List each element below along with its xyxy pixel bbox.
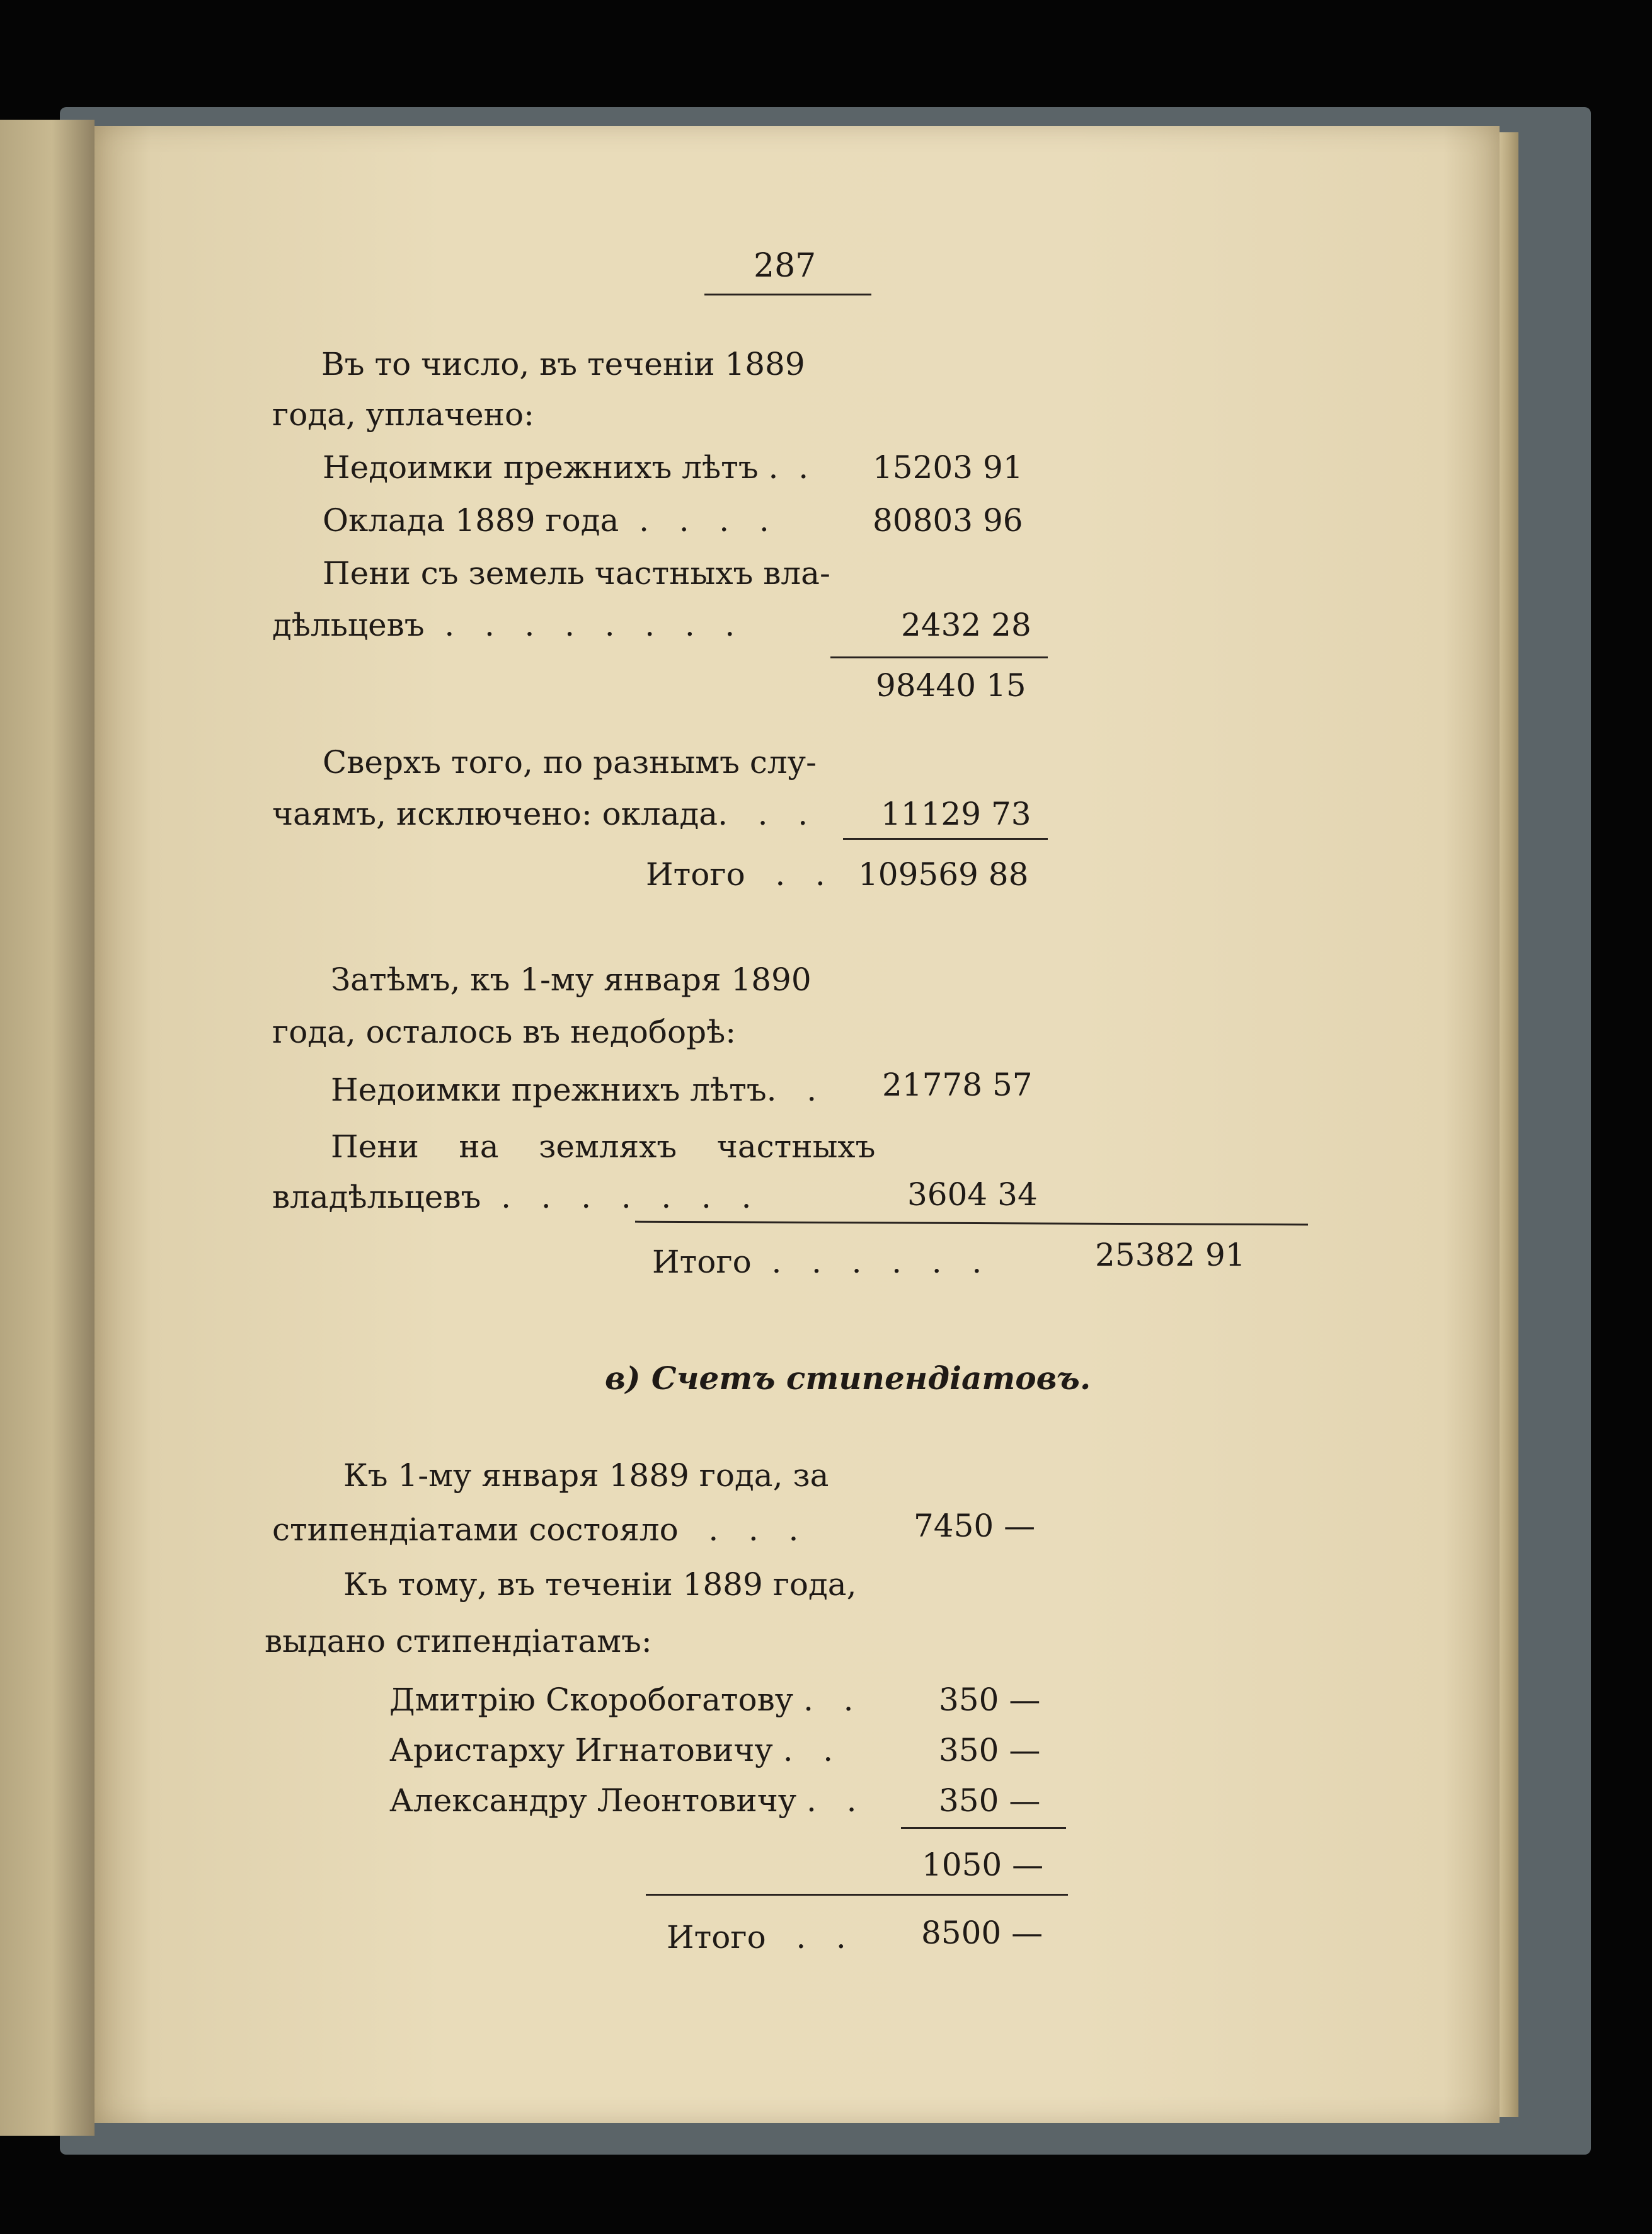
section-b-total-label: Итого . . xyxy=(646,856,825,893)
section-d-line2: стипендіатами состояло . . . xyxy=(272,1511,799,1548)
section-a-rule xyxy=(830,656,1048,658)
section-a-row-value: 15203 91 xyxy=(873,449,1023,486)
section-d-line3: Къ тому, въ теченіи 1889 года, xyxy=(343,1566,857,1603)
section-d-line1: Къ 1-му января 1889 года, за xyxy=(343,1457,829,1494)
stipendiat-name: Александру Леонтовичу . . xyxy=(389,1782,857,1819)
section-a-row-label: Оклада 1889 года . . . . xyxy=(323,502,769,539)
section-d-line4: выдано стипендіатамъ: xyxy=(265,1623,652,1659)
section-c-row2-value: 3604 34 xyxy=(907,1176,1038,1213)
section-c-line1: Затѣмъ, къ 1-му января 1890 xyxy=(331,961,812,998)
page-number-rule xyxy=(704,294,871,295)
stipendiat-value: 350 — xyxy=(939,1732,1041,1768)
section-d-value: 7450 — xyxy=(914,1508,1036,1544)
section-a-intro-line2: года, уплачено: xyxy=(272,396,534,433)
section-a-row-value: 2432 28 xyxy=(901,607,1031,643)
section-a-row-label: Недоимки прежнихъ лѣтъ . . xyxy=(323,449,809,486)
section-c-total-value: 25382 91 xyxy=(1095,1237,1246,1273)
section-b-line2: чаямъ, исключено: оклада. . . xyxy=(272,796,808,832)
section-d-total-label: Итого . . xyxy=(667,1919,846,1956)
section-a-intro-line1: Въ то число, въ теченіи 1889 xyxy=(321,346,805,382)
page-number: 287 xyxy=(754,247,817,285)
section-c-total-label: Итого . . . . . . xyxy=(652,1244,982,1280)
section-a-subtotal: 98440 15 xyxy=(876,667,1026,704)
stipendiat-value: 350 — xyxy=(939,1782,1041,1819)
section-b-rule xyxy=(843,838,1048,840)
section-c-row1-value: 21778 57 xyxy=(882,1067,1033,1103)
section-d-people-sum: 1050 — xyxy=(922,1847,1044,1883)
section-a-row-label: дѣльцевъ . . . . . . . . xyxy=(272,607,735,643)
left-page-edge xyxy=(0,120,95,2136)
section-b-line1: Сверхъ того, по разнымъ слу- xyxy=(323,744,817,781)
section-c-line2: года, осталось въ недоборѣ: xyxy=(272,1014,737,1050)
section-d-total-rule xyxy=(646,1894,1068,1896)
stipendiat-name: Аристарху Игнатовичу . . xyxy=(389,1732,834,1768)
stipendiat-value: 350 — xyxy=(939,1681,1041,1718)
section-b-value: 11129 73 xyxy=(881,796,1031,832)
section-d-people-rule xyxy=(901,1827,1066,1829)
section-a-row-label: Пени съ земель частныхъ вла- xyxy=(323,555,830,592)
page-stack-edge xyxy=(1500,132,1518,2117)
section-c-row2-label: Пени на земляхъ частныхъ xyxy=(331,1128,876,1165)
section-a-row-value: 80803 96 xyxy=(873,502,1023,539)
section-c-row2-label: владѣльцевъ . . . . . . . xyxy=(272,1179,752,1215)
section-c-row1-label: Недоимки прежнихъ лѣтъ. . xyxy=(331,1072,817,1108)
section-b-total-value: 109569 88 xyxy=(858,856,1029,893)
stipendiat-name: Дмитрію Скоробогатову . . xyxy=(389,1681,854,1718)
section-d-heading: в) Счетъ стипендіатовъ. xyxy=(605,1360,1091,1397)
section-d-total-value: 8500 — xyxy=(921,1915,1043,1951)
